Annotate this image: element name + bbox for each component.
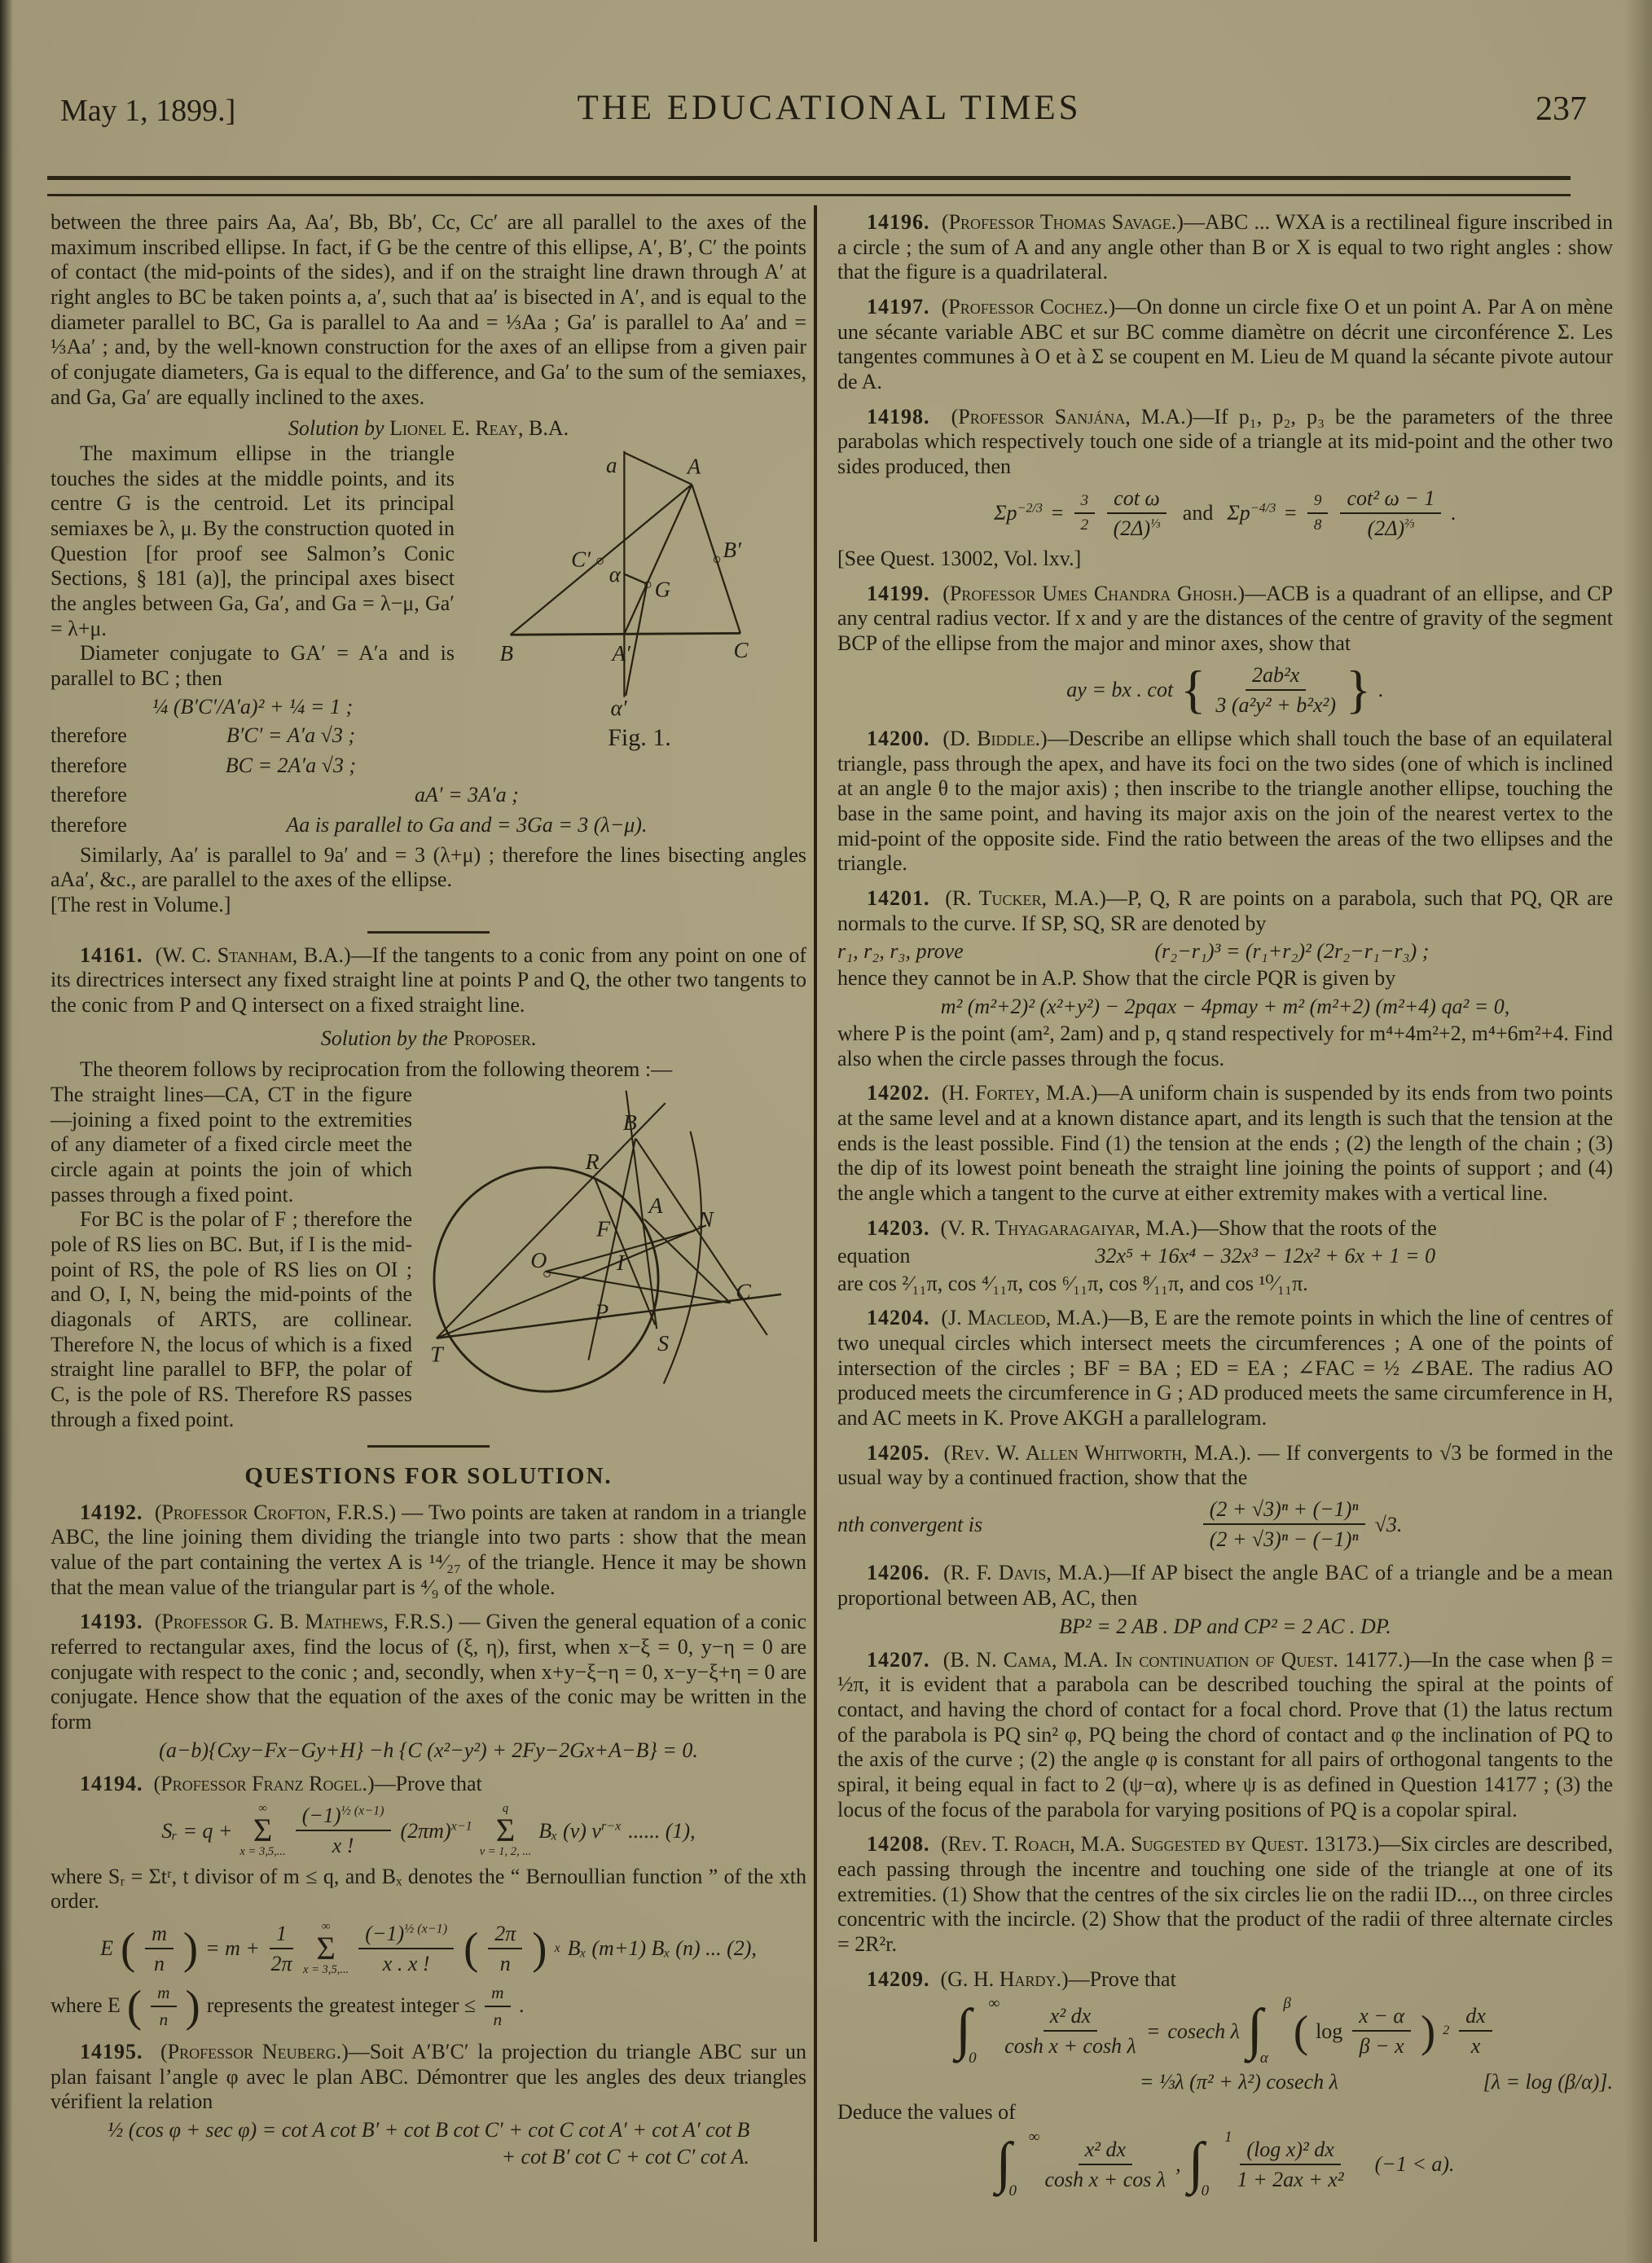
integral-operator: ∫ β α <box>1246 1995 1291 2067</box>
solution2-paragraph-2: For BC is the polar of F ; therefore the pole of RS lies on BC. But, if I is the mid-point of RS, the pole of RS lies on OI ; and O, I, N, being the mid-points of the diagonals of ARTS, are collinear. Therefore N, the locus of which is a fixed straight line parallel to BFP, the polar of C, is the pole of RS. Therefore RS passes through a fixed point. <box>51 1207 412 1431</box>
question-14198: 14198. (Professor Sanjána, M.A.)—If p₁, p₂, p₃ be the parameters of the three parabolas which respectively touch one side of a triangle at its mid-point and the other two sides produced, then <box>837 404 1613 479</box>
question-14193: 14193. (Professor G. B. Mathews, F.R.S.) — Given the general equation of a conic referred to rectangular axes, find the locus of (ξ, η), first, when x−ξ = 0, y−η = 0 are conjugate with respect to the conic ; and, secondly, when x+y−ξ−η = 0, x−y−ξ+η = 0 are conjugate. Hence show that the equation of the axes of the conic may be written in the form <box>51 1610 806 1734</box>
fig2-label-P: P <box>595 1299 609 1325</box>
equation-14205: nth convergent is $\frac{\text{(2 + √3)ⁿ + (−1)ⁿ}}{\text{(2 + √3)ⁿ − (−1)ⁿ}}$ √3. <box>837 1496 1403 1552</box>
figure-1-caption: Fig. 1. <box>608 724 671 752</box>
sum-operator: ∞ Σ x = 3,5,... <box>302 1920 349 1976</box>
question-14206: 14206. (R. F. Davis, M.A.)—If AP bisect the angle BAC of a triangle and be a mean proportional between AB, AC, then <box>837 1561 1614 1610</box>
fig1-label-B-prime: B′ <box>723 538 741 563</box>
question-14201-cont-2: where P is the point (am², 2am) and p, q stand respectively for m⁴+4m²+2, m⁴+6m²+4. Find also when the circle passes through the focus. <box>837 1022 1613 1070</box>
derivation-step-2: therefore BC = 2A′a √3 ; <box>51 753 357 777</box>
question-14195: 14195. (Professor Neuberg.)—Soit A′B′C′ la projection du triangle ABC sur un plan faisant l’angle φ avec le plan ABC. Démontrer que les angles des deux triangles vérifient la relation <box>51 2039 807 2114</box>
solution-by-label: Solution by the <box>320 1026 454 1050</box>
question-14209-deduce: Deduce the values of <box>837 2100 1016 2125</box>
question-14209: 14209. (G. H. Hardy.)—Prove that <box>867 1966 1176 1991</box>
question-14203: 14203. (V. R. Thyagaragaiyar, M.A.)—Show that the roots of the <box>867 1215 1437 1240</box>
right-column <box>837 210 1613 2204</box>
solution-paragraph-1: The maximum ellipse in the triangle touches the sides at the middle points, and its centre G is the centroid. Let its principal semiaxes be λ, μ. By the construction quoted in Question [for proof see Salmon’s Conic Sections, § 181 (a)], the principal axes bisect the angles between Ga, Ga′, and Ga = λ−μ, Ga′ = λ+μ. <box>51 442 455 640</box>
fig1-label-A: A <box>687 454 701 479</box>
equation-14209-1: ∫ ∞ 0 $\frac{\text{x² dx}}{\text{cosh x + cosh λ}}$ = cosech λ ∫ β α ( log $\frac{x - \alpha}{\beta - x}$ ) 2 $\frac{dx}{x}$ <box>837 1998 1613 2063</box>
equation-14209-3: ∫ ∞ 0 $\frac{\text{x² dx}}{\text{cosh x + cos λ}}$ , ∫ 1 0 $\frac{\text{(log x)² dx}}{\text{1 + 2ax + x²}}$ (−1 < a). <box>995 2128 1455 2200</box>
page-header <box>49 88 1610 135</box>
question-14194: 14194. (Professor Franz Rogel.)—Prove that <box>80 1771 482 1795</box>
equation-14201-1: r₁, r₂, r₃, prove (r₂−r₁)³ = (r₁+r₂)² (2r₂−r₁−r₃) ; <box>837 939 1430 964</box>
fig2-label-A: A <box>648 1193 663 1219</box>
solution-byline-1 <box>51 416 806 442</box>
figure-2 <box>430 1086 806 1415</box>
question-14200: 14200. (D. Biddle.)—Describe an ellipse which shall touch the base of an equilateral triangle, pass through the apex, and have its foci on the two sides (one of which is inclined at an angle θ to the major axis) ; then inscribe to the triangle another ellipse, touching the base in the same point, and having its major axis on the join of the nearest vertex to the mid-point of the opposite side. Find the ratio between the areas of the two ellipses and the triangle. <box>837 726 1613 876</box>
equation-14193: (a−b){Cxy−Fx−Gy+H} −h {C (x²−y²) + 2Fy−2Gx+A−B} = 0. <box>159 1738 698 1762</box>
fig2-label-B: B <box>622 1110 637 1136</box>
question-14198-reference: [See Quest. 13002, Vol. lxv.] <box>837 546 1082 570</box>
equation-14201-2: m² (m²+2)² (x²+y²) − 2pqax − 4pmay + m² (m²+2) (m²+4) qa² = 0, <box>940 995 1510 1018</box>
sum-operator: ∞ Σ x = 3,5,... <box>239 1802 286 1859</box>
solution-by-label: Solution by <box>288 416 390 441</box>
question-14161: 14161. (W. C. Stanham, B.A.)—If the tangents to a conic from any point on one of its directrices intersect any fixed straight line at points P and Q, the other two tangents to the conic from P and Q intersect on a fixed straight line. <box>51 943 806 1017</box>
fig2-label-S: S <box>657 1331 670 1357</box>
fig2-label-R: R <box>585 1149 600 1175</box>
equation-14194-2: E ( $\frac{m}{n}$ ) = m + $\frac{1}{2\pi}$ ∞ Σ x = 3,5,... $\frac{(-1)^{\frac{1}{2} (x-1)}}{x . x !}$ ( $\frac{2\pi}{n}$ ) x Bₓ (m+1) Bₓ (n) ... (2), <box>100 1920 757 1976</box>
page-title: THE EDUCATIONAL TIMES <box>577 89 1082 127</box>
integral-operator: ∫ ∞ 0 <box>956 1995 1000 2067</box>
equation-14209-2: = ⅓λ (π² + λ²) cosech λ [λ = log (β/α)]. <box>1139 2070 1613 2094</box>
questions-for-solution-heading: QUESTIONS FOR SOLUTION. <box>244 1463 613 1490</box>
solution2-intro: The theorem follows by reciprocation from the following theorem :— <box>80 1057 673 1082</box>
question-14197: 14197. (Professor Cochez.)—On donne un circle fixe O et un point A. Par A on mène une sécante variable ABC et sur BC comme diamètre on décrit une circonférence Σ. Les tangentes communes à O et à Σ se coupent en M. Lieu de M quand la sécante pivote autour de A. <box>837 295 1614 394</box>
integral-operator: ∫ ∞ 0 <box>995 2128 1040 2200</box>
integral-operator: ∫ 1 0 <box>1188 2128 1232 2200</box>
solver-name: Proposer. <box>453 1026 537 1050</box>
question-14205: 14205. (Rev. W. Allen Whitworth, M.A.). — If convergents to √3 be formed in the usual way by a continued fraction, show that the <box>837 1440 1614 1490</box>
fig1-label-C: C <box>733 638 749 663</box>
header-rule-bottom <box>47 194 1571 196</box>
fig1-label-C-prime: C′ <box>571 547 591 572</box>
equation-14194-1: Sᵣ = q + ∞ Σ x = 3,5,... $\frac{(-1)^{\frac{1}{2} (x-1)}}{x !}$ $(2\pi m)^{x-1}$ q Σ ν = 1, 2, ... Bₓ (ν) $\nu^{r-x}$ ...... (1), <box>161 1802 696 1859</box>
rest-in-volume-note: [The rest in Volume.] <box>51 892 231 916</box>
question-14203-roots: are cos ²⁄₁₁π, cos ⁴⁄₁₁π, cos ⁶⁄₁₁π, cos ⁸⁄₁₁π, and cos ¹⁰⁄₁₁π. <box>837 1271 1308 1295</box>
solver-name: Lionel E. Reay, B.A. <box>389 416 569 441</box>
solution2-paragraph-1: The straight lines—CA, CT in the figure—joining a fixed point to the extremities of any diameter of a fixed circle meet the circle again at points the join of which passes through a fixed point. <box>51 1082 412 1206</box>
question-14201: 14201. (R. Tucker, M.A.)—P, Q, R are points on a parabola, such that PQ, QR are normals to the curve. If SP, SQ, SR are denoted by <box>837 885 1613 935</box>
derivation-step-4: therefore Aa is parallel to Ga and = 3Ga = 3 (λ−μ). <box>51 812 648 837</box>
figure-1 <box>472 445 806 752</box>
section-separator <box>367 1445 490 1448</box>
fig2-label-I: I <box>617 1250 625 1276</box>
fig1-label-A-prime: A′ <box>612 640 630 666</box>
fig2-label-C: C <box>736 1279 751 1305</box>
equation-14198: $\Sigma p^{-2/3}$ = $\frac{3}{2}$ $\frac{\text{cot ω}}{(2\Delta)^{\frac{1}{3}}}$ and $\Sigma p^{-4/3}$ = $\frac{9}{8}$ $\frac{\text{cot² ω − 1}}{(2\Delta)^{\frac{2}{3}}}$ . <box>994 486 1456 540</box>
question-14201-cont-1: hence they cannot be in A.P. Show that the circle PQR is given by <box>837 966 1396 991</box>
page-number: 237 <box>1536 90 1587 128</box>
solution-paragraph-2: Diameter conjugate to GA′ = A′a and is parallel to BC ; then <box>51 641 455 691</box>
fig1-label-alpha: α <box>609 562 621 587</box>
solution-14160-continuation: between the three pairs Aa, Aa′, Bb, Bb′, Cc, Cc′ are all parallel to the axes of the maximum inscribed ellipse. In fact, if G be the centre of this ellipse, A′, B′, C′ the points of contact (the mid-points of the sides), and if on the straight line drawn through A′ at right angles to BC be taken points a, a′, such that aa′ is bisected in A′, and is equal to the diameter parallel to BC, Ga is parallel to Aa and = ⅓Aa ; Ga′ is parallel to Aa′ and = ⅓Aa′ ; and, by the well-known construction for the axes of an ellipse from a given pair of conjugate diameters, Ga is equal to the difference, and Ga′ to the sum of the semiaxes, and Ga, Ga′ are equally inclined to the axes. <box>51 210 806 409</box>
question-14192: 14192. (Professor Crofton, F.R.S.) — Two points are taken at random in a triangle ABC, the line joining them dividing the triangle into two parts : show that the mean value of the part containing the vertex A is ¹⁴⁄₂₇ of the triangle. Hence it may be shown that the mean value of the triangular part is ⁴⁄₉ of the whole. <box>51 1500 806 1599</box>
question-14199: 14199. (Professor Umes Chandra Ghosh.)—ACB is a quadrant of an ellipse, and CP any central radius vector. If x and y are the distances of the centre of gravity of the segment BCP of the ellipse from the major and minor axes, show that <box>837 581 1613 655</box>
question-14204: 14204. (J. Macleod, M.A.)—B, E are the remote points in which the line of centres of two unequal circles which intersect meets the circumferences ; A one of the points of intersection of the circles ; BF = BA ; ED = EA ; ∠FAC = ½ ∠BAE. The radius AO produced meets the circumference in G ; AD produced meets the same circumference in H, and AC meets in K. Prove AKGH a parallelogram. <box>837 1306 1613 1430</box>
equation-14203: equation 32x⁵ + 16x⁴ − 32x³ − 12x² + 6x + 1 = 0 <box>837 1244 1436 1268</box>
question-14208: 14208. (Rev. T. Roach, M.A. Suggested by Quest. 13173.)—Six circles are described, each passing through the incentre and touching one side of the triangle at one of its extremities. (1) Show that the centres of the six circles lie on the radii ID..., on three circles concentric with the incircle. (2) Show that the product of the radii of three alternate circles = 2R²r. <box>837 1832 1613 1957</box>
figure-2-canvas <box>430 1086 806 1415</box>
question-14196: 14196. (Professor Thomas Savage.)—ABC ... WXA is a rectilineal figure inscribed in a circle ; the sum of A and any angle other than B or X is equal to two right angles : show that the figure is a quadrilateral. <box>837 210 1614 284</box>
fig2-label-T: T <box>430 1342 443 1368</box>
header-rule-top <box>47 176 1571 180</box>
sum-operator: q Σ ν = 1, 2, ... <box>479 1802 532 1859</box>
equation-14199: ay = bx . cot { $\frac{\text{2ab²x}}{\text{3 (a²y² + b²x²)}}$ } . <box>1066 660 1384 719</box>
equation-14206: BP² = 2 AB . DP and CP² = 2 AC . DP. <box>1059 1614 1391 1638</box>
fig1-label-alpha-prime: α′ <box>610 696 627 719</box>
derivation-step-3: therefore aA′ = 3A′a ; <box>51 783 519 807</box>
fig2-label-N: N <box>698 1207 714 1233</box>
column-divider <box>814 205 817 2242</box>
fig2-label-F: F <box>596 1216 611 1242</box>
solution-byline-2 <box>51 1026 806 1052</box>
equation-ellipse-1: ¼ (B′C′/A′a)² + ¼ = 1 ; <box>152 694 354 718</box>
derivation-step-1: therefore B′C′ = A′a √3 ; <box>51 723 355 747</box>
equation-14195-line1: ½ (cos φ + sec φ) = cot A cot B′ + cot B cot C′ + cot C cot A′ + cot A′ cot B <box>107 2117 750 2142</box>
issue-date: May 1, 1899.] <box>60 94 236 128</box>
question-14194-note-1: where Sᵣ = Σtʳ, t divisor of m ≤ q, and Bₓ denotes the “ Bernoullian function ” of the xth order. <box>51 1864 806 1914</box>
question-14207: 14207. (B. N. Cama, M.A. In continuation of Quest. 14177.)—In the case when β = ½π, it is evident that a parabola can be described touching the spiral at the points of contact, and having the chord of contact for a focal chord. Prove that (1) the latus rectum of the parabola is PQ sin² φ, PQ being the chord of contact and φ the inclination of PQ to the axis of the curve ; (2) the angle φ is constant for all pairs of orthogonal tangents to the spiral, it being equal in fact to 2 (ψ−α), where ψ is as defined in Question 14177 ; (3) the locus of the focus of the parabola for varying positions of PQ is a copolar spiral. <box>837 1647 1613 1821</box>
equation-14195-line2: + cot B′ cot C + cot C′ cot A. <box>501 2144 749 2169</box>
fig1-label-a: a <box>606 452 617 477</box>
left-column <box>51 210 806 2172</box>
fig2-label-O: O <box>530 1248 547 1274</box>
question-14202: 14202. (H. Fortey, M.A.)—A uniform chain is suspended by its ends from two points at the same level and at a known distance apart, and its length is such that the tension at the ends is the least possible. Find (1) the tension at the ends ; (2) the length of the chain ; (3) the dip of its lowest point beneath the straight line joining the points of support ; and (4) the angle which a tangent to the curve at either extremity makes with a vertical line. <box>837 1081 1613 1206</box>
question-14194-note-2: where E ( $\frac{m}{n}$ ) represents the greatest integer ≤ $\frac{m}{n}$ . <box>51 1980 525 2031</box>
fig1-label-G: G <box>654 577 671 602</box>
solution-paragraph-3: Similarly, Aa′ is parallel to 9a′ and = 3 (λ+μ) ; therefore the lines bisecting angles aAa′, &c., are parallel to the axes of the ellipse. <box>51 842 806 892</box>
fig1-label-B: B <box>499 640 514 666</box>
figure-1-canvas <box>472 445 806 718</box>
section-separator <box>367 931 490 934</box>
